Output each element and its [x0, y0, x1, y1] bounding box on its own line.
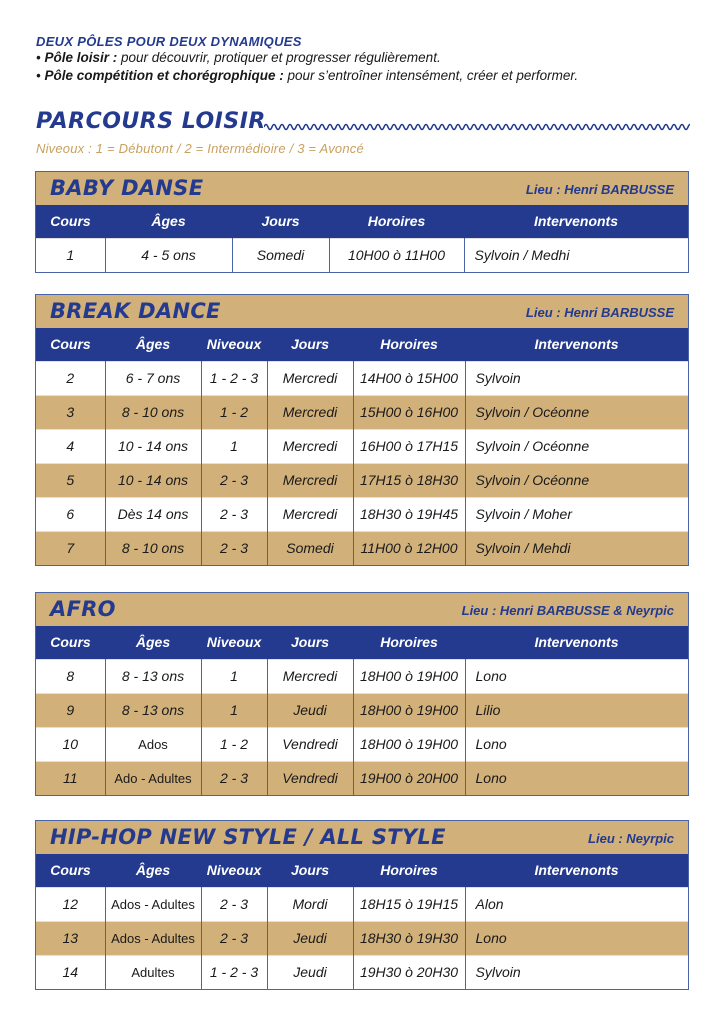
column-header: Âges	[105, 854, 201, 887]
table-cell: 1 - 2 - 3	[201, 361, 267, 395]
section-break-dance	[35, 294, 689, 566]
table-cell: 11	[36, 761, 105, 795]
schedule-table	[36, 328, 688, 565]
table-cell: Dès 14 ons	[105, 497, 201, 531]
table-cell: 10	[36, 727, 105, 761]
table-cell: 14	[36, 955, 105, 989]
section-location: Lieu : Neyrpic	[588, 831, 674, 846]
table-cell: 18H30 ò 19H45	[353, 497, 465, 531]
section-location: Lieu : Henri BARBUSSE	[525, 182, 674, 197]
table-cell: 11H00 ò 12H00	[353, 531, 465, 565]
section-title: BABY DANSE	[50, 176, 204, 200]
table-cell: Lono	[465, 761, 688, 795]
schedule-table	[36, 854, 688, 989]
column-header: Intervenonts	[465, 328, 688, 361]
table-cell: Sylvoin	[465, 955, 688, 989]
table-cell: Mercredi	[267, 395, 353, 429]
table-row	[36, 887, 688, 921]
table-cell: 13	[36, 921, 105, 955]
table-row	[36, 429, 688, 463]
table-cell: 10 - 14 ons	[105, 429, 201, 463]
table-cell: 3	[36, 395, 105, 429]
table-cell: Lono	[465, 727, 688, 761]
table-cell: 9	[36, 693, 105, 727]
table-cell: 10 - 14 ons	[105, 463, 201, 497]
column-header: Niveoux	[201, 626, 267, 659]
table-cell: Ados	[105, 727, 201, 761]
column-header: Niveoux	[201, 328, 267, 361]
table-cell: Sylvoin	[465, 361, 688, 395]
section-afro	[35, 592, 689, 796]
section-hip-hop	[35, 820, 689, 990]
table-header-row	[36, 854, 688, 887]
column-header: Jours	[267, 854, 353, 887]
table-cell: 16H00 ò 17H15	[353, 429, 465, 463]
column-header: Cours	[36, 854, 105, 887]
table-cell: 10H00 ò 11H00	[329, 238, 464, 272]
column-header: Âges	[105, 328, 201, 361]
table-cell: 15H00 ò 16H00	[353, 395, 465, 429]
table-cell: 1	[36, 238, 105, 272]
pole-competition-text: pour s’entroîner intensément, créer et performer.	[283, 68, 579, 83]
table-cell: Lono	[465, 659, 688, 693]
table-cell: 8 - 13 ons	[105, 659, 201, 693]
table-cell: Jeudi	[267, 693, 353, 727]
table-cell: Mercredi	[267, 361, 353, 395]
table-cell: Somedi	[232, 238, 329, 272]
table-cell: 18H00 ò 19H00	[353, 693, 465, 727]
intro	[36, 34, 696, 85]
section-title: BREAK DANCE	[50, 299, 221, 323]
table-cell: Sylvoin / Mehdi	[465, 531, 688, 565]
table-cell: 18H15 ò 19H15	[353, 887, 465, 921]
column-header: Niveoux	[201, 854, 267, 887]
table-cell: Sylvoin / Moher	[465, 497, 688, 531]
table-row	[36, 693, 688, 727]
table-cell: Ado - Adultes	[105, 761, 201, 795]
table-cell: 4	[36, 429, 105, 463]
table-row	[36, 659, 688, 693]
table-cell: 8 - 10 ons	[105, 395, 201, 429]
table-cell: Ados - Adultes	[105, 887, 201, 921]
intro-line-loisir	[36, 49, 696, 67]
column-header: Intervenonts	[464, 205, 688, 238]
table-cell: 17H15 ò 18H30	[353, 463, 465, 497]
intro-title: DEUX PÔLES POUR DEUX DYNAMIQUES	[36, 34, 302, 49]
pole-loisir-text: pour découvrir, protiquer et progresser régulièrement.	[117, 50, 441, 65]
table-row	[36, 395, 688, 429]
table-row	[36, 238, 688, 272]
pole-loisir-label: Pôle loisir :	[44, 50, 118, 65]
table-cell: Vendredi	[267, 761, 353, 795]
table-row	[36, 531, 688, 565]
table-cell: Sylvoin / Océonne	[465, 463, 688, 497]
table-cell: Lilio	[465, 693, 688, 727]
column-header: Intervenonts	[465, 626, 688, 659]
table-cell: 12	[36, 887, 105, 921]
table-cell: Vendredi	[267, 727, 353, 761]
section-header	[36, 821, 688, 854]
table-cell: 6 - 7 ons	[105, 361, 201, 395]
table-header-row	[36, 328, 688, 361]
page-title: PARCOURS LOISIR	[36, 109, 266, 134]
table-cell: Mercredi	[267, 463, 353, 497]
column-header: Jours	[232, 205, 329, 238]
table-cell: Mordi	[267, 887, 353, 921]
column-header: Jours	[267, 626, 353, 659]
table-cell: 2 - 3	[201, 887, 267, 921]
section-title: AFRO	[50, 597, 116, 621]
table-cell: 18H30 ò 19H30	[353, 921, 465, 955]
table-cell: Sylvoin / Océonne	[465, 429, 688, 463]
section-header	[36, 593, 688, 626]
column-header: Horoires	[353, 854, 465, 887]
section-baby-danse	[35, 171, 689, 273]
bullet: •	[36, 68, 41, 83]
table-cell: Mercredi	[267, 429, 353, 463]
table-cell: 6	[36, 497, 105, 531]
table-cell: 18H00 ò 19H00	[353, 659, 465, 693]
column-header: Horoires	[329, 205, 464, 238]
table-row	[36, 727, 688, 761]
table-header-row	[36, 626, 688, 659]
column-header: Âges	[105, 205, 232, 238]
column-header: Cours	[36, 205, 105, 238]
table-cell: 1 - 2 - 3	[201, 955, 267, 989]
section-location: Lieu : Henri BARBUSSE	[525, 305, 674, 320]
table-cell: 7	[36, 531, 105, 565]
pole-competition-label: Pôle compétition et chorégrophique :	[44, 68, 284, 83]
column-header: Âges	[105, 626, 201, 659]
table-cell: 2	[36, 361, 105, 395]
table-cell: Mercredi	[267, 497, 353, 531]
intro-line-competition	[36, 67, 696, 85]
table-cell: Ados - Adultes	[105, 921, 201, 955]
column-header: Horoires	[353, 626, 465, 659]
main-title-row	[36, 109, 690, 139]
levels-legend: Niveoux : 1 = Débutont / 2 = Intermédioire / 3 = Avoncé	[36, 141, 364, 156]
column-header: Intervenonts	[465, 854, 688, 887]
table-cell: 8 - 13 ons	[105, 693, 201, 727]
table-cell: Sylvoin / Océonne	[465, 395, 688, 429]
bullet: •	[36, 50, 41, 65]
table-cell: Somedi	[267, 531, 353, 565]
table-row	[36, 955, 688, 989]
table-cell: 2 - 3	[201, 921, 267, 955]
section-header	[36, 295, 688, 328]
table-cell: 1 - 2	[201, 727, 267, 761]
section-location: Lieu : Henri BARBUSSE & Neyrpic	[461, 603, 674, 618]
table-cell: 2 - 3	[201, 463, 267, 497]
table-cell: 2 - 3	[201, 497, 267, 531]
section-header	[36, 172, 688, 205]
schedule-table	[36, 205, 688, 272]
table-cell: 1 - 2	[201, 395, 267, 429]
table-cell: Alon	[465, 887, 688, 921]
table-cell: 14H00 ò 15H00	[353, 361, 465, 395]
table-row	[36, 463, 688, 497]
table-cell: 8 - 10 ons	[105, 531, 201, 565]
column-header: Jours	[267, 328, 353, 361]
table-cell: Lono	[465, 921, 688, 955]
table-cell: 19H00 ò 20H00	[353, 761, 465, 795]
table-header-row	[36, 205, 688, 238]
table-row	[36, 497, 688, 531]
table-cell: 1	[201, 429, 267, 463]
section-title: HIP-HOP NEW STYLE / ALL STYLE	[50, 825, 446, 849]
table-cell: 8	[36, 659, 105, 693]
table-cell: 1	[201, 693, 267, 727]
table-row	[36, 761, 688, 795]
column-header: Horoires	[353, 328, 465, 361]
table-cell: 2 - 3	[201, 531, 267, 565]
table-cell: 1	[201, 659, 267, 693]
table-row	[36, 921, 688, 955]
table-cell: 5	[36, 463, 105, 497]
schedule-table	[36, 626, 688, 795]
table-cell: 18H00 ò 19H00	[353, 727, 465, 761]
column-header: Cours	[36, 328, 105, 361]
column-header: Cours	[36, 626, 105, 659]
wave-decoration	[264, 121, 690, 133]
table-cell: 19H30 ò 20H30	[353, 955, 465, 989]
table-cell: Sylvoin / Medhi	[464, 238, 688, 272]
table-cell: Jeudi	[267, 921, 353, 955]
table-cell: 4 - 5 ons	[105, 238, 232, 272]
table-cell: Mercredi	[267, 659, 353, 693]
table-cell: 2 - 3	[201, 761, 267, 795]
table-cell: Adultes	[105, 955, 201, 989]
table-cell: Jeudi	[267, 955, 353, 989]
table-row	[36, 361, 688, 395]
